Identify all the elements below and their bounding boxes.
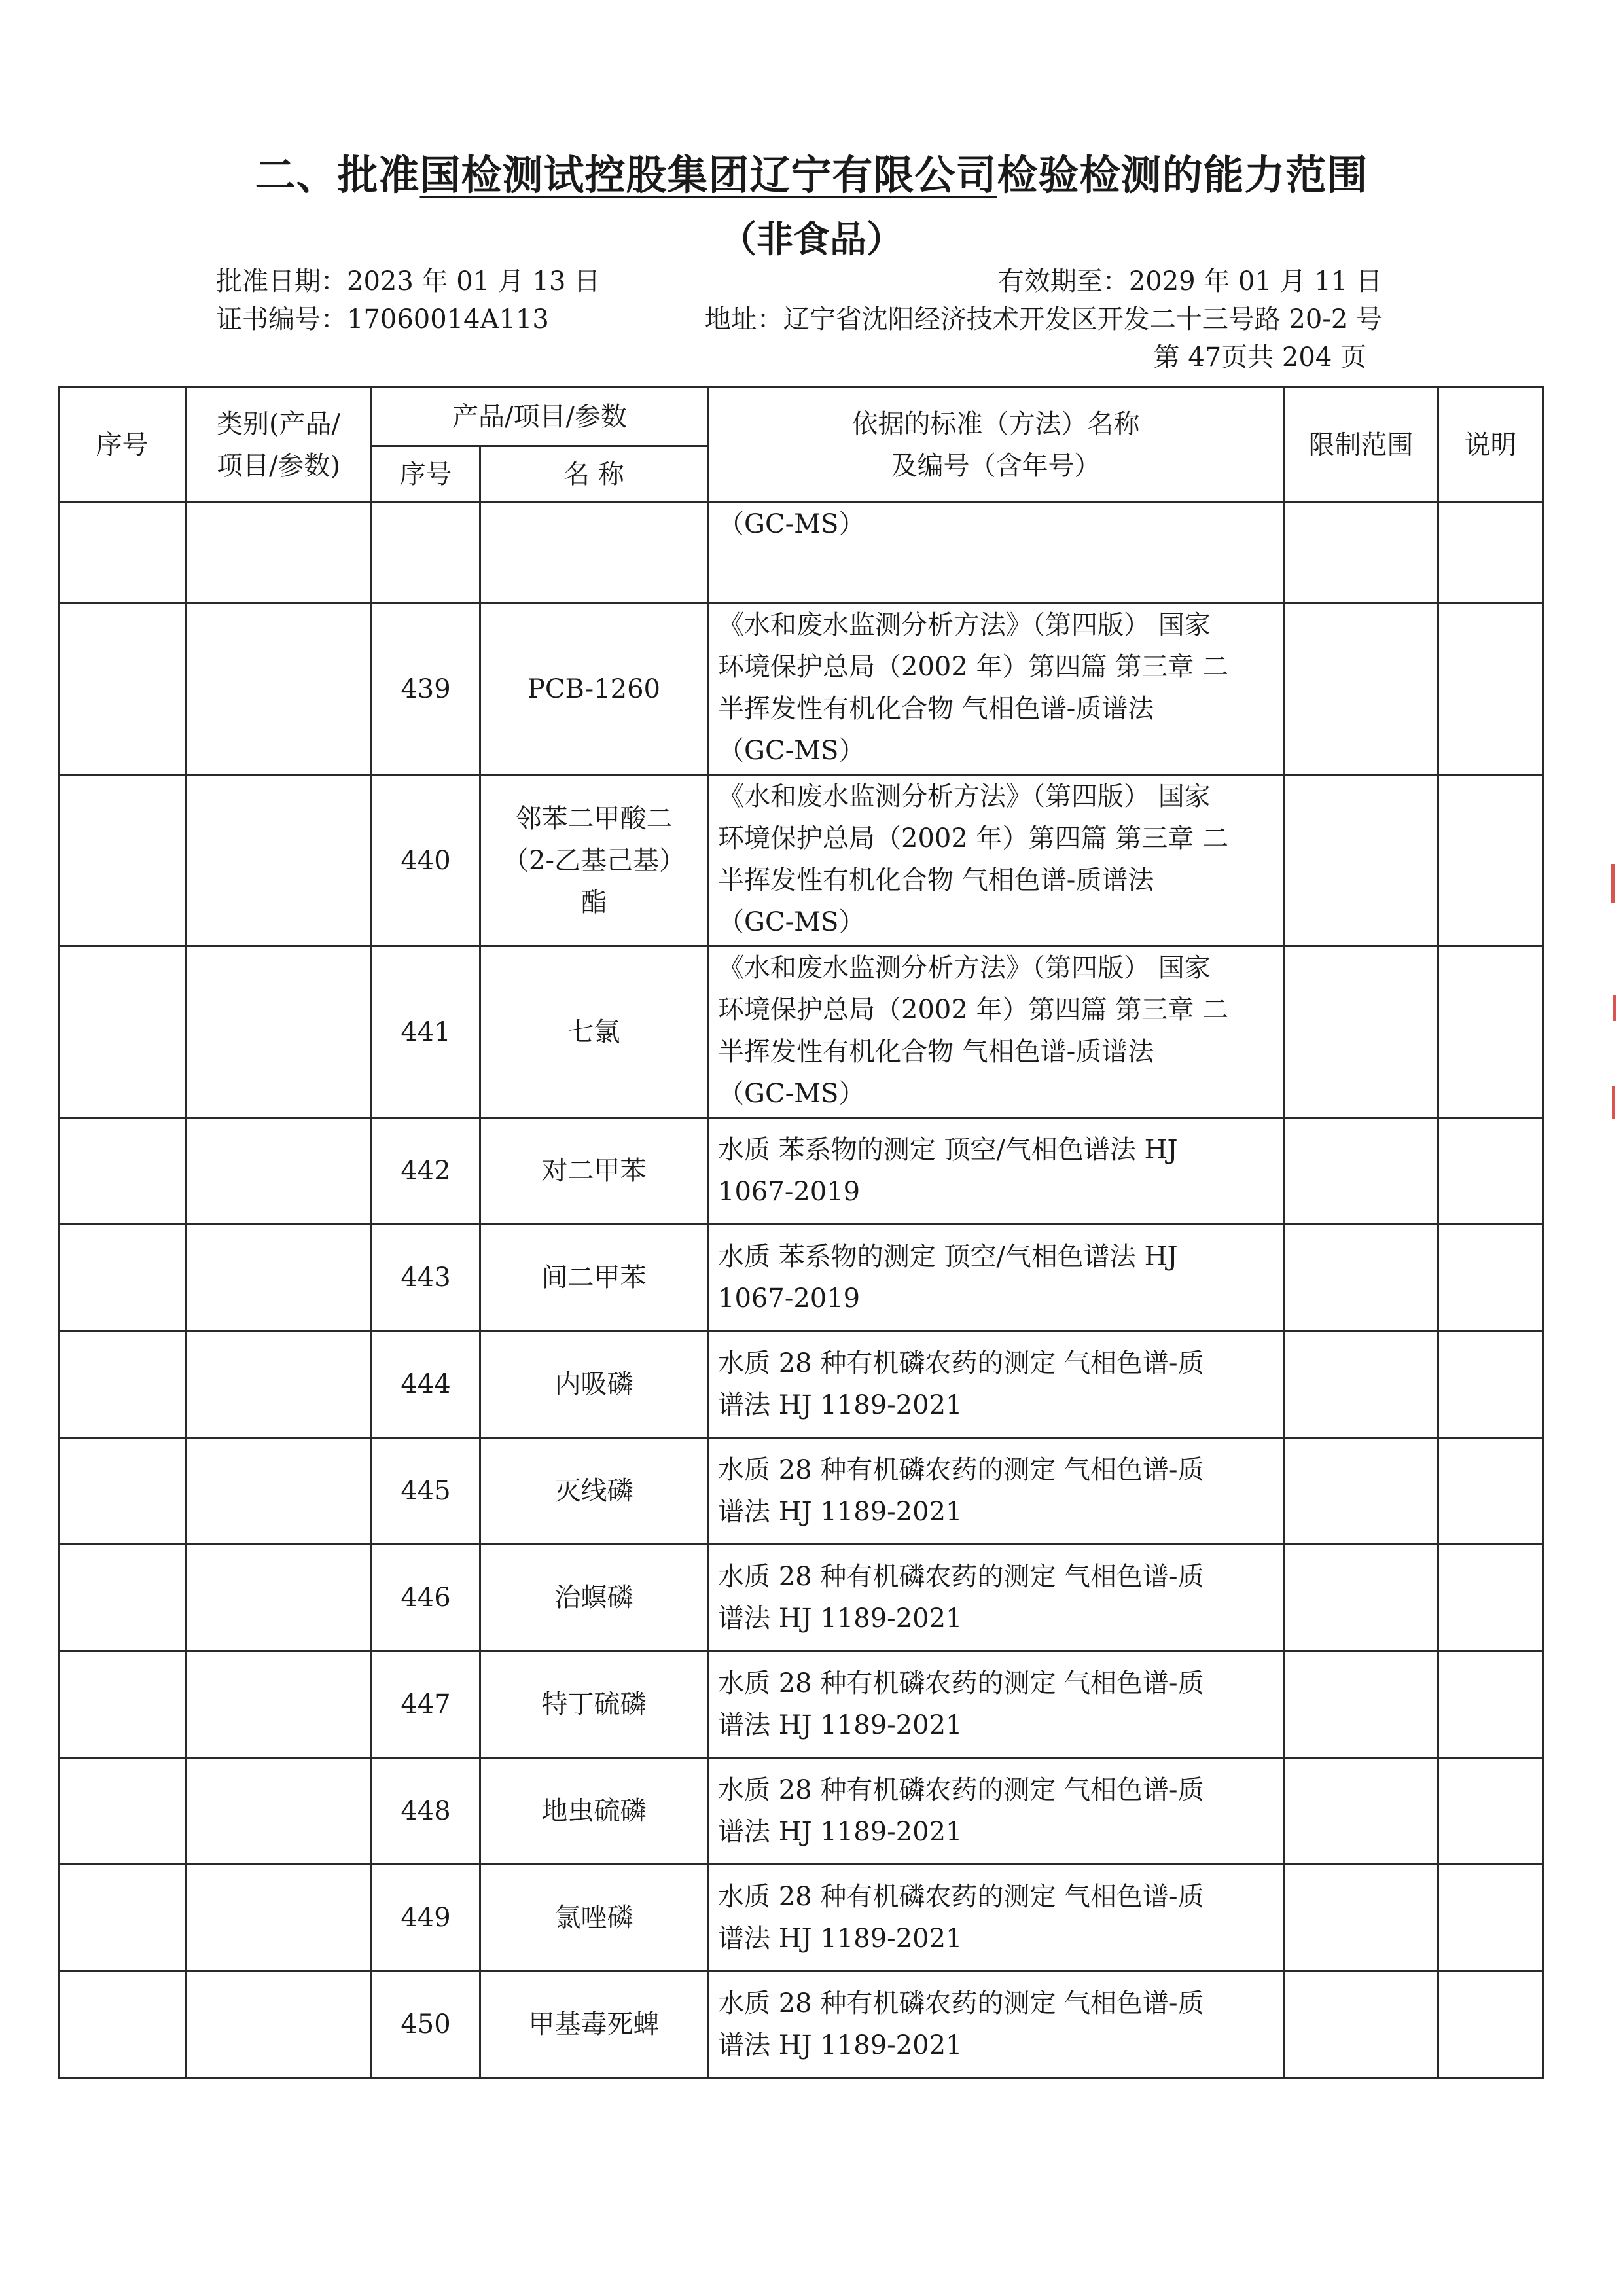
cell-standard (708, 1758, 1284, 1865)
header-category-line2: 项目/参数) (216, 450, 341, 481)
cell-category (186, 775, 372, 946)
cell-sub-seq (372, 503, 480, 603)
cell-standard (708, 603, 1284, 775)
cell-limit (1284, 1545, 1438, 1651)
standard-line: （GC-MS） (718, 509, 865, 539)
cell-seq (59, 1865, 186, 1971)
cell-category (186, 1331, 372, 1438)
approval-date: 批准日期：2023 年 01 月 13 日 (216, 266, 601, 296)
cell-category (186, 503, 372, 603)
cell-seq (59, 775, 186, 946)
cell-name (480, 503, 708, 603)
cell-name: 内吸磷 (480, 1331, 708, 1438)
standard-line: 半挥发性有机化合物 气相色谱-质谱法 (718, 865, 1154, 895)
standard-line: 《水和废水监测分析方法》（第四版） 国家 (718, 781, 1211, 812)
cell-limit (1284, 1331, 1438, 1438)
cell-category (186, 1225, 372, 1331)
cell-name: 甲基毒死蜱 (480, 1971, 708, 2078)
cell-sub-seq: 447 (372, 1651, 480, 1758)
header-limit: 限制范围 (1284, 387, 1438, 503)
stamp-edge-mark (1611, 864, 1615, 903)
cell-name: 灭线磷 (480, 1438, 708, 1545)
cell-seq (59, 1971, 186, 2078)
cell-standard (708, 1971, 1284, 2078)
cell-sub-seq: 448 (372, 1758, 480, 1865)
standard-line: 水质 28 种有机磷农药的测定 气相色谱-质 (718, 1882, 1204, 1912)
standard-line: 谱法 HJ 1189-2021 (718, 1817, 963, 1847)
cell-seq (59, 1118, 186, 1225)
cell-limit (1284, 1971, 1438, 2078)
cell-seq (59, 1225, 186, 1331)
header-product-group: 产品/项目/参数 (372, 387, 708, 446)
cell-category (186, 1865, 372, 1971)
cell-name: 治螟磷 (480, 1545, 708, 1651)
cell-category (186, 1651, 372, 1758)
cell-limit (1284, 1118, 1438, 1225)
cell-sub-seq: 441 (372, 946, 480, 1118)
page-info: 第 47页共 204 页 (1153, 342, 1366, 372)
table-row (59, 946, 1543, 1118)
cell-note (1438, 1971, 1543, 2078)
standard-line: 水质 苯系物的测定 顶空/气相色谱法 HJ (718, 1242, 1178, 1272)
cell-standard (708, 1865, 1284, 1971)
cell-name: 氯唑磷 (480, 1865, 708, 1971)
cell-sub-seq: 442 (372, 1118, 480, 1225)
standard-line: 环境保护总局（2002 年）第四篇 第三章 二 (718, 995, 1228, 1025)
cell-seq (59, 603, 186, 775)
cell-name: 特丁硫磷 (480, 1651, 708, 1758)
cell-note (1438, 1331, 1543, 1438)
cell-limit (1284, 1651, 1438, 1758)
header-category (186, 387, 372, 503)
certificate-number: 证书编号：17060014A113 (216, 304, 549, 334)
standard-line: 谱法 HJ 1189-2021 (718, 1710, 963, 1740)
cell-limit (1284, 1225, 1438, 1331)
cell-standard (708, 1225, 1284, 1331)
header-sub-name: 名 称 (480, 446, 708, 503)
standard-line: 1067-2019 (718, 1283, 861, 1314)
cell-name: 对二甲苯 (480, 1118, 708, 1225)
cell-note (1438, 1651, 1543, 1758)
cell-standard (708, 1651, 1284, 1758)
table-row (59, 1651, 1543, 1758)
document-title (0, 143, 1623, 201)
table-row (59, 1331, 1543, 1438)
standard-line: 谱法 HJ 1189-2021 (718, 1497, 963, 1527)
cell-note (1438, 1545, 1543, 1651)
standard-line: 水质 苯系物的测定 顶空/气相色谱法 HJ (718, 1135, 1178, 1165)
cell-sub-seq: 439 (372, 603, 480, 775)
cell-note (1438, 1118, 1543, 1225)
cell-standard (708, 1545, 1284, 1651)
standard-line: 谱法 HJ 1189-2021 (718, 1924, 963, 1954)
cell-limit (1284, 603, 1438, 775)
cell-standard (708, 946, 1284, 1118)
standard-line: 半挥发性有机化合物 气相色谱-质谱法 (718, 694, 1154, 724)
document-subtitle: （非食品） (720, 219, 903, 261)
cell-name: 地虫硫磷 (480, 1758, 708, 1865)
standard-line: 环境保护总局（2002 年）第四篇 第三章 二 (718, 652, 1228, 682)
table-row (59, 775, 1543, 946)
table-row (59, 1971, 1543, 2078)
cell-seq (59, 1758, 186, 1865)
header-standard-line1: 依据的标准（方法）名称 (851, 408, 1140, 439)
standard-line: 水质 28 种有机磷农药的测定 气相色谱-质 (718, 1348, 1204, 1378)
cell-limit (1284, 946, 1438, 1118)
cell-category (186, 1545, 372, 1651)
cell-category (186, 946, 372, 1118)
table-row (59, 503, 1543, 603)
standard-line: 水质 28 种有机磷农药的测定 气相色谱-质 (718, 1988, 1204, 2018)
title-suffix: 检验检测的能力范围 (997, 151, 1368, 199)
cell-category (186, 1438, 372, 1545)
cell-standard (708, 1118, 1284, 1225)
name-line: （2-乙基己基） (503, 845, 685, 876)
cell-note (1438, 1758, 1543, 1865)
cell-name: PCB-1260 (480, 603, 708, 775)
cell-category (186, 1758, 372, 1865)
header-note: 说明 (1438, 387, 1543, 503)
standard-line: （GC-MS） (718, 736, 865, 766)
cell-category (186, 1118, 372, 1225)
table-row (59, 1438, 1543, 1545)
cell-note (1438, 1438, 1543, 1545)
cell-standard (708, 503, 1284, 603)
cell-note (1438, 1225, 1543, 1331)
header-category-line1: 类别(产品/ (216, 408, 341, 439)
cell-sub-seq: 443 (372, 1225, 480, 1331)
cell-standard (708, 1438, 1284, 1545)
cell-limit (1284, 1865, 1438, 1971)
cell-note (1438, 1865, 1543, 1971)
stamp-edge-mark (1613, 995, 1616, 1021)
cell-standard (708, 775, 1284, 946)
title-organization: 国检测试控股集团辽宁有限公司 (419, 151, 997, 199)
standard-line: 水质 28 种有机磷农药的测定 气相色谱-质 (718, 1668, 1204, 1698)
cell-sub-seq: 440 (372, 775, 480, 946)
cell-sub-seq: 446 (372, 1545, 480, 1651)
table-row (59, 1865, 1543, 1971)
cell-name: 间二甲苯 (480, 1225, 708, 1331)
cell-name (480, 775, 708, 946)
cell-sub-seq: 445 (372, 1438, 480, 1545)
name-line: 邻苯二甲酸二 (515, 803, 673, 834)
standard-line: （GC-MS） (718, 907, 865, 937)
cell-sub-seq: 449 (372, 1865, 480, 1971)
standard-line: 水质 28 种有机磷农药的测定 气相色谱-质 (718, 1562, 1204, 1592)
standard-line: 1067-2019 (718, 1177, 861, 1207)
cell-seq (59, 1651, 186, 1758)
name-line: 酯 (580, 887, 607, 918)
cell-limit (1284, 503, 1438, 603)
cell-seq (59, 1438, 186, 1545)
standard-line: 谱法 HJ 1189-2021 (718, 1390, 963, 1420)
standard-line: 《水和废水监测分析方法》（第四版） 国家 (718, 953, 1211, 983)
cell-name: 七氯 (480, 946, 708, 1118)
standard-line: 《水和废水监测分析方法》（第四版） 国家 (718, 610, 1211, 640)
cell-category (186, 603, 372, 775)
cell-seq (59, 946, 186, 1118)
table-row (59, 1225, 1543, 1331)
cell-sub-seq: 444 (372, 1331, 480, 1438)
cell-seq (59, 1545, 186, 1651)
standard-line: 谱法 HJ 1189-2021 (718, 2030, 963, 2060)
cell-limit (1284, 1758, 1438, 1865)
cell-note (1438, 603, 1543, 775)
standard-line: 谱法 HJ 1189-2021 (718, 1604, 963, 1634)
header-standard-line2: 及编号（含年号） (891, 450, 1101, 481)
table-row (59, 1545, 1543, 1651)
standard-line: 半挥发性有机化合物 气相色谱-质谱法 (718, 1037, 1154, 1067)
cell-limit (1284, 1438, 1438, 1545)
standard-line: （GC-MS） (718, 1079, 865, 1109)
valid-until: 有效期至：2029 年 01 月 11 日 (997, 266, 1382, 296)
header-seq: 序号 (59, 387, 186, 503)
table-row (59, 1118, 1543, 1225)
stamp-edge-mark (1612, 1086, 1615, 1119)
standard-line: 水质 28 种有机磷农药的测定 气相色谱-质 (718, 1455, 1204, 1485)
cell-seq (59, 503, 186, 603)
title-prefix: 二、批准 (255, 151, 420, 199)
cell-sub-seq: 450 (372, 1971, 480, 2078)
cell-note (1438, 775, 1543, 946)
standard-line: 水质 28 种有机磷农药的测定 气相色谱-质 (718, 1775, 1204, 1805)
cell-note (1438, 946, 1543, 1118)
cell-limit (1284, 775, 1438, 946)
cell-standard (708, 1331, 1284, 1438)
cell-note (1438, 503, 1543, 603)
capability-table (58, 386, 1544, 2079)
table-row (59, 1758, 1543, 1865)
standard-line: 环境保护总局（2002 年）第四篇 第三章 二 (718, 823, 1228, 853)
cell-category (186, 1971, 372, 2078)
header-sub-seq: 序号 (372, 446, 480, 503)
header-standard (708, 387, 1284, 503)
table-row (59, 603, 1543, 775)
address: 地址：辽宁省沈阳经济技术开发区开发二十三号路 20-2 号 (704, 304, 1382, 334)
cell-seq (59, 1331, 186, 1438)
